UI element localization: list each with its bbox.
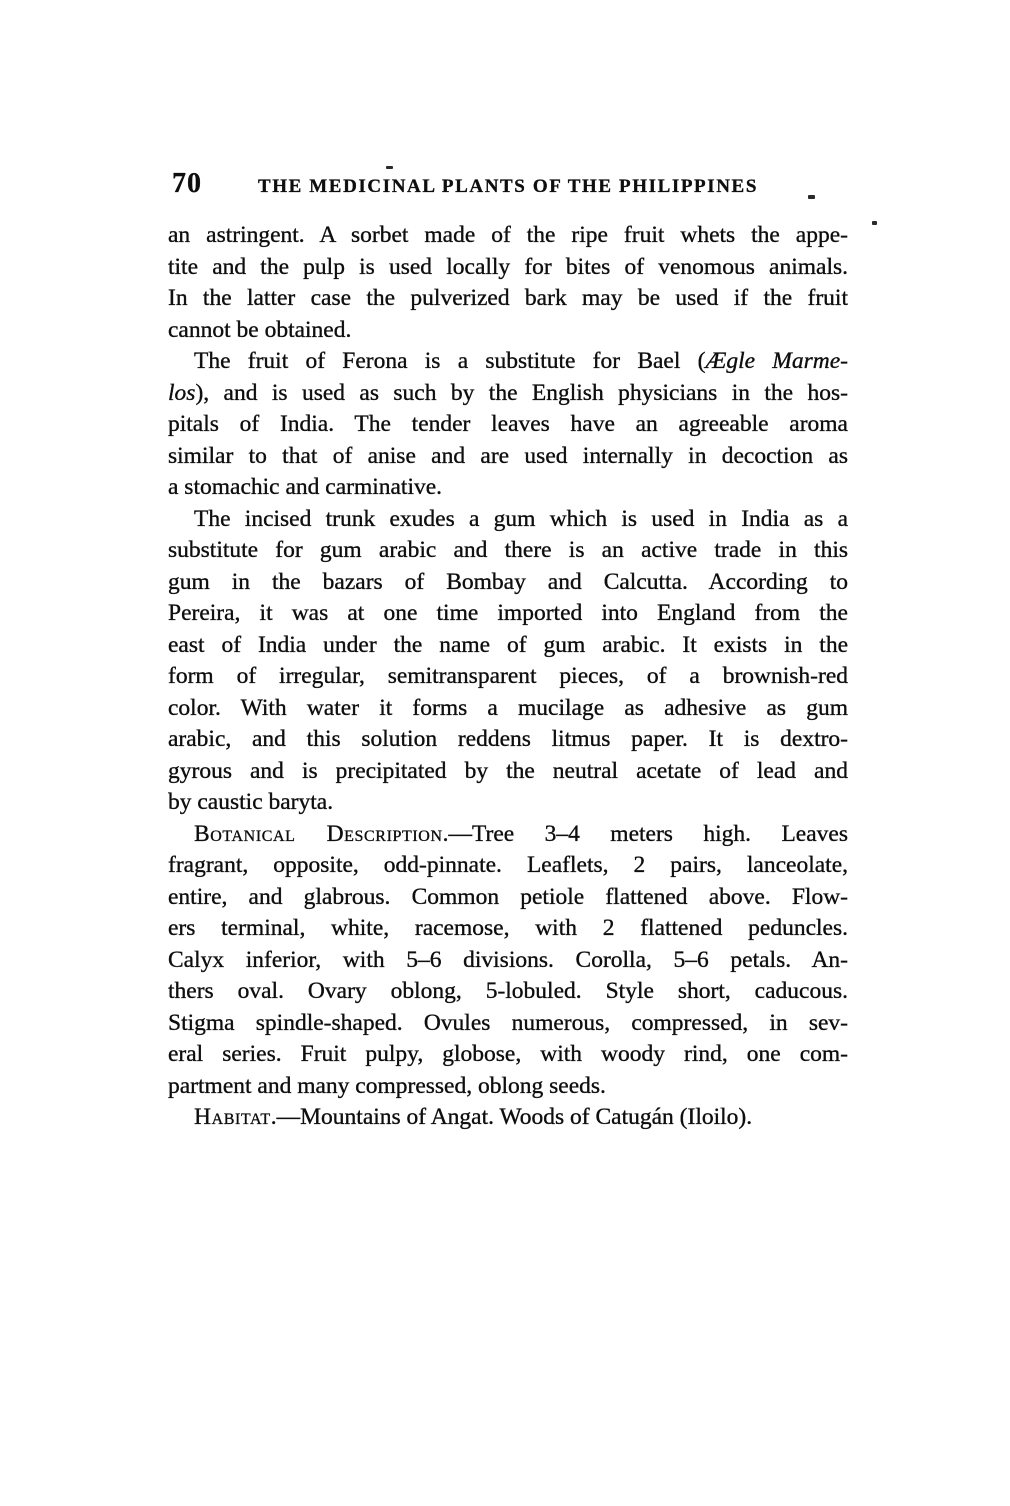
body-text-segment: gyrous and is precipitated by the neutral acetate of lead and: [168, 757, 848, 784]
body-text-segment: entire, and glabrous. Common petiole flattened above. Flow-: [168, 883, 848, 910]
running-title: THE MEDICINAL PLANTS OF THE PHILIPPINES: [257, 176, 758, 197]
text-line: [168, 315, 848, 347]
ink-speck: [808, 195, 815, 199]
body-text-segment: In the latter case the pulverized bark may be used if the fruit: [168, 285, 848, 311]
italic-text: Ægle Marme-: [705, 348, 848, 374]
body-text-segment: thers oval. Ovary oblong, 5-lobuled. Style short, caducous.: [168, 978, 848, 1004]
body-text-segment: by caustic baryta.: [168, 789, 334, 815]
body-text-segment: ), and is used as such by the English physicians in the hos-: [195, 379, 848, 406]
ink-speck: [872, 221, 877, 225]
body-text-segment: Stigma spindle-shaped. Ovules numerous, compressed, in sev-: [168, 1009, 848, 1036]
paragraph: [168, 1102, 848, 1134]
body-text-segment: tite and the pulp is used locally for bites of venomous animals.: [168, 253, 848, 280]
paragraph: [168, 504, 848, 819]
body-text-segment: cannot be obtained.: [168, 316, 352, 343]
text-line: [168, 850, 848, 882]
text-line: [168, 819, 848, 851]
text-line: [168, 378, 848, 410]
text-line: [168, 598, 848, 630]
body-text-segment: The incised trunk exudes a gum which is used in India as a: [194, 505, 848, 532]
body-text-segment: substitute for gum arabic and there is an active trade in this: [168, 537, 848, 563]
body-text-segment: ers terminal, white, racemose, with 2 flattened peduncles.: [168, 915, 848, 941]
text-line: [168, 472, 848, 504]
text-line: [168, 693, 848, 725]
paragraph: [168, 220, 848, 346]
smallcaps-heading: Botanical Description: [194, 820, 443, 847]
body-text-segment: east of India under the name of gum arabic. It exists in the: [168, 631, 848, 658]
body-text-segment: partment and many compressed, oblong seeds.: [168, 1072, 606, 1099]
body-text-segment: an astringent. A sorbet made of the ripe fruit whets the appe-: [168, 222, 848, 248]
text-line: [168, 882, 848, 914]
text-line: [168, 787, 848, 819]
body-text-segment: The fruit of Ferona is a substitute for Bael (: [194, 348, 706, 374]
text-line: [168, 1102, 848, 1134]
ink-speck: [386, 166, 393, 169]
page-body: [168, 220, 848, 1134]
body-text-segment: Pereira, it was at one time imported into England from the: [168, 600, 848, 626]
paragraph: [168, 819, 848, 1103]
text-line: [168, 661, 848, 693]
body-text-segment: .—Tree 3–4 meters high. Leaves: [442, 820, 848, 847]
text-line: [168, 756, 848, 788]
text-line: [168, 252, 848, 284]
text-line: [168, 441, 848, 473]
page-header: [168, 166, 848, 200]
text-line: [168, 913, 848, 945]
page-number: 70: [172, 168, 202, 199]
body-text-segment: arabic, and this solution reddens litmus paper. It is dextro-: [168, 726, 848, 752]
body-text-segment: a stomachic and carminative.: [168, 474, 443, 500]
body-text-segment: pitals of India. The tender leaves have an agreeable aroma: [168, 411, 848, 437]
text-line: [168, 1008, 848, 1040]
text-line: [168, 1039, 848, 1071]
italic-text: los: [168, 379, 196, 406]
text-line: [168, 630, 848, 662]
smallcaps-heading: Habitat: [194, 1104, 271, 1130]
paragraph: [168, 346, 848, 504]
text-line: [168, 409, 848, 441]
text-line: [168, 220, 848, 252]
text-line: [168, 346, 848, 378]
body-text-segment: gum in the bazars of Bombay and Calcutta. According to: [168, 568, 848, 595]
text-line: [168, 1071, 848, 1103]
text-line: [168, 535, 848, 567]
body-text-segment: .—Mountains of Angat. Woods of Catugán (Iloilo).: [270, 1104, 753, 1130]
body-text-segment: Calyx inferior, with 5–6 divisions. Corolla, 5–6 petals. An-: [168, 946, 848, 973]
text-line: [168, 567, 848, 599]
body-text-segment: color. With water it forms a mucilage as adhesive as gum: [168, 694, 848, 721]
text-line: [168, 283, 848, 315]
text-line: [168, 976, 848, 1008]
text-line: [168, 504, 848, 536]
body-text-segment: eral series. Fruit pulpy, globose, with woody rind, one com-: [168, 1041, 848, 1067]
text-line: [168, 945, 848, 977]
body-text-segment: form of irregular, semitransparent pieces, of a brownish-red: [168, 663, 848, 689]
body-text-segment: fragrant, opposite, odd-pinnate. Leaflets, 2 pairs, lanceolate,: [168, 852, 848, 878]
body-text-segment: similar to that of anise and are used internally in decoction as: [168, 442, 848, 469]
text-line: [168, 724, 848, 756]
